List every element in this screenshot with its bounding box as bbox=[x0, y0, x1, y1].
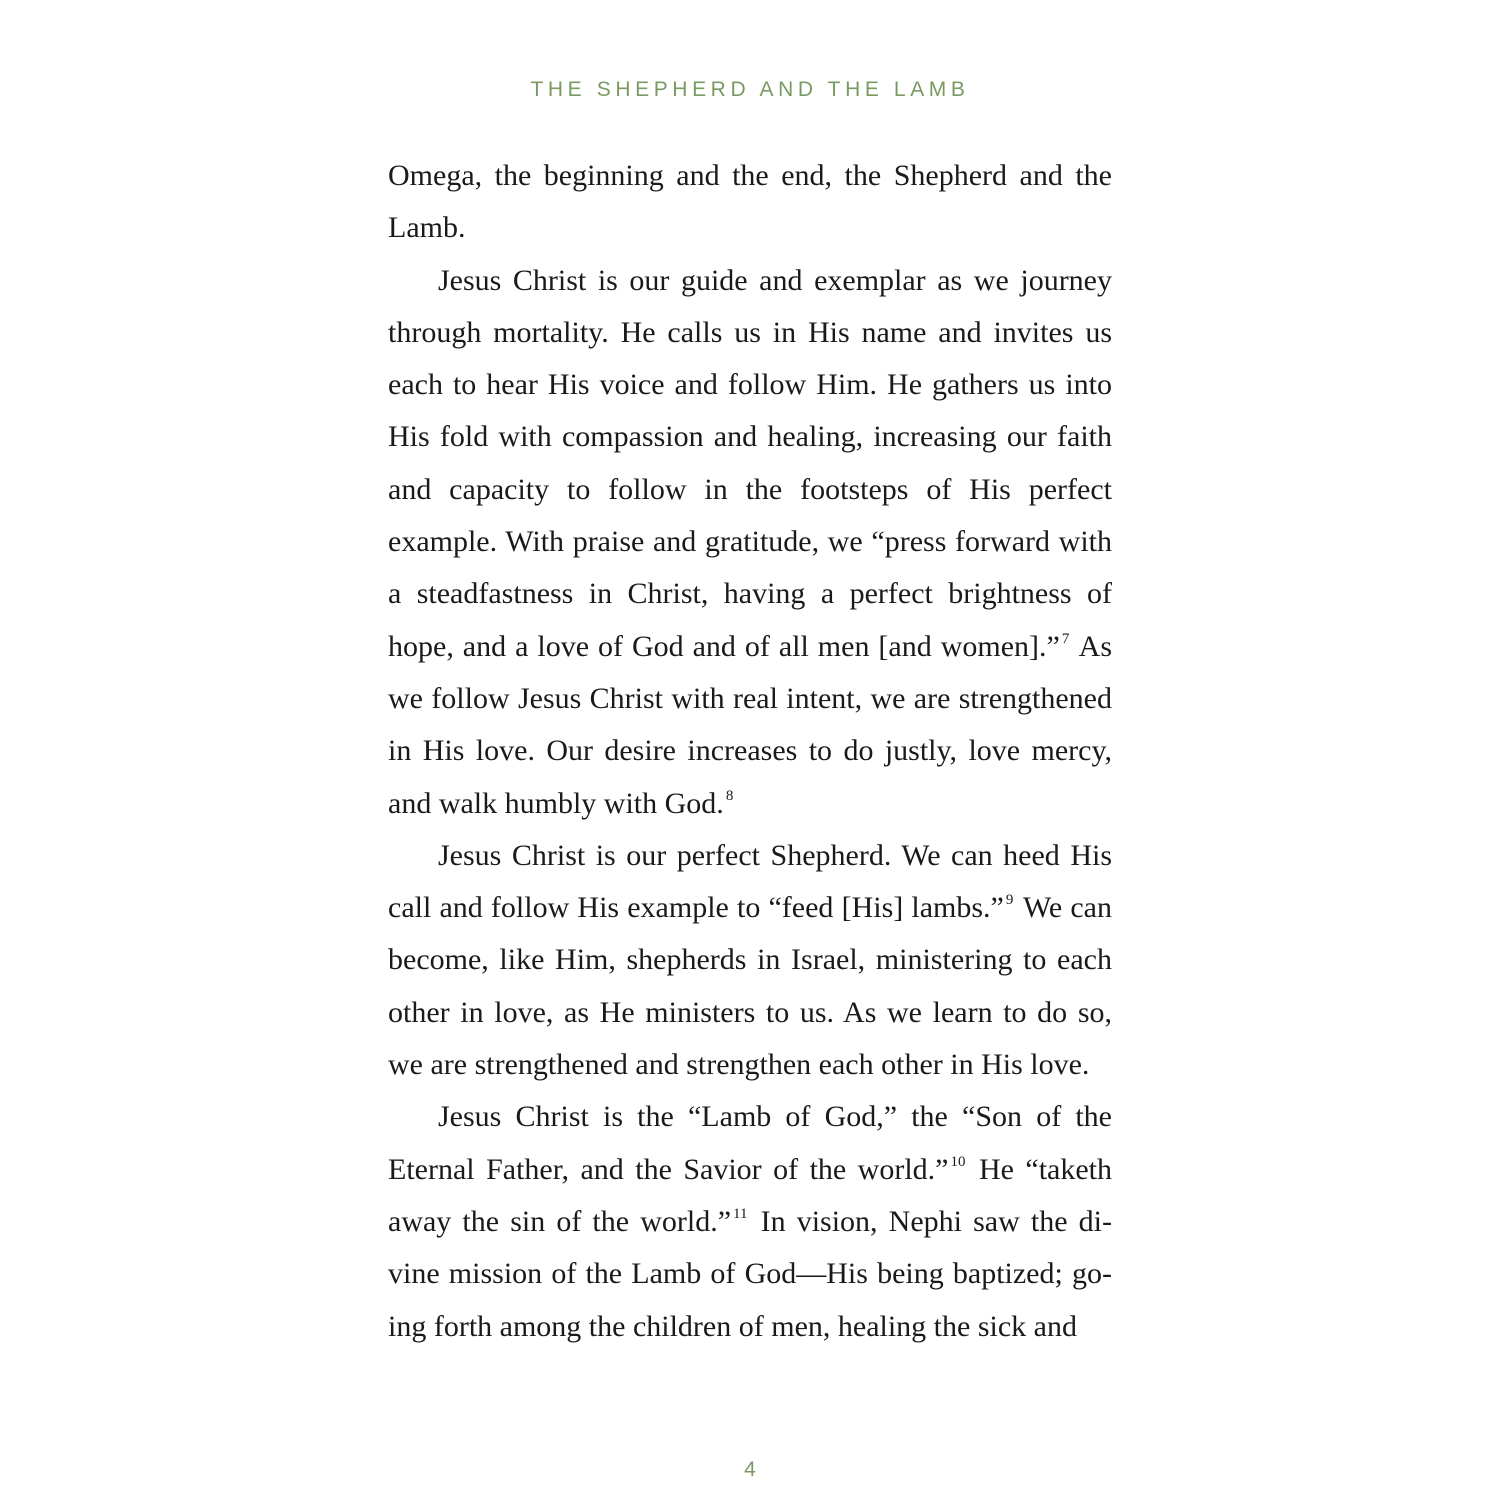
body-text bbox=[388, 150, 1112, 1353]
paragraph bbox=[388, 150, 1112, 255]
paragraph-text: Jesus Christ is our perfect Shepherd. We can heed His call and follow His example to “feed [His] lambs.” bbox=[388, 838, 1112, 925]
footnote-marker: 9 bbox=[1005, 892, 1014, 909]
paragraph-text: Jesus Christ is the “Lamb of God,” the “Son of the Eternal Father, and the Savior of the world.” bbox=[388, 1100, 1112, 1186]
paragraph-text: He “taketh away the sin of the world.” bbox=[388, 1152, 1112, 1238]
paragraph bbox=[388, 830, 1112, 1091]
page-number: 4 bbox=[744, 1458, 756, 1481]
running-head-title: THE SHEPHERD AND THE LAMB bbox=[530, 78, 970, 101]
paragraph-text: Omega, the beginning and the end, the Shepherd and the Lamb. bbox=[388, 159, 1112, 245]
footnote-marker: 7 bbox=[1061, 630, 1070, 647]
paragraph bbox=[388, 255, 1112, 830]
paragraph-text: Jesus Christ is our guide and exemplar as we journey through mortality. He calls us in His name and invites us each to hear His voice and follow Him. He gathers us into His fold with compassion and healing, increasing our faith and capacity to follow in the footsteps of His perfect example. With praise and gratitude, we “press forward with a steadfastness in Christ, having a perfect brightness of hope, and a love of God and of all men [and women].” bbox=[388, 263, 1112, 663]
paragraph-text: In vision, Nephi saw the divine mission of the Lamb of God—His being baptized; going forth among the children of men, healing the sick and bbox=[388, 1204, 1112, 1343]
paragraph-text: We can become, like Him, shepherds in Israel, ministering to each other in love, as He ministers to us. As we learn to do so, we are strengthened and strengthen each other in His love. bbox=[388, 891, 1112, 1082]
footnote-marker: 11 bbox=[733, 1205, 748, 1222]
footnote-marker: 10 bbox=[950, 1153, 966, 1170]
paragraph-text: As we follow Jesus Christ with real intent, we are strengthened in His love. Our desire increases to do justly, love mercy, and walk humbly with God. bbox=[388, 629, 1113, 820]
paragraph bbox=[388, 1091, 1112, 1352]
footnote-marker: 8 bbox=[725, 787, 734, 804]
